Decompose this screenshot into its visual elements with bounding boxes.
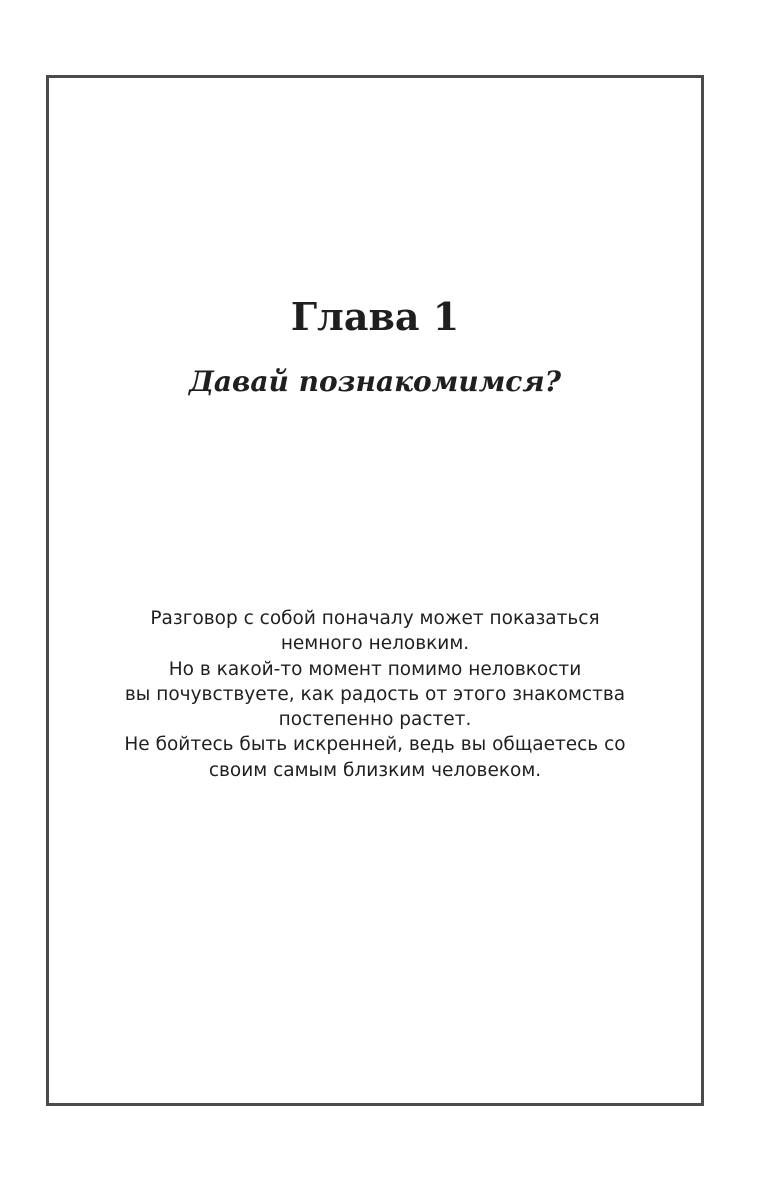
intro-line: Разговор с собой поначалу может показаться: [150, 608, 600, 629]
chapter-subtitle: Давай познакомимся?: [188, 365, 562, 398]
intro-line: постепенно растет.: [278, 709, 472, 731]
intro-line: вы почувствуете, как радость от этого знакомства: [124, 683, 626, 705]
intro-line: Не бойтесь быть искренней, ведь вы общаетесь со: [124, 734, 626, 756]
intro-paragraph: [69, 606, 681, 783]
intro-line: своим самым близким человеком.: [208, 759, 542, 781]
intro-line: Но в какой-то момент помимо неловкости: [168, 658, 582, 680]
intro-line: немного неловким.: [280, 633, 470, 655]
page-frame: [46, 75, 704, 1106]
chapter-title: Глава 1: [290, 294, 460, 339]
